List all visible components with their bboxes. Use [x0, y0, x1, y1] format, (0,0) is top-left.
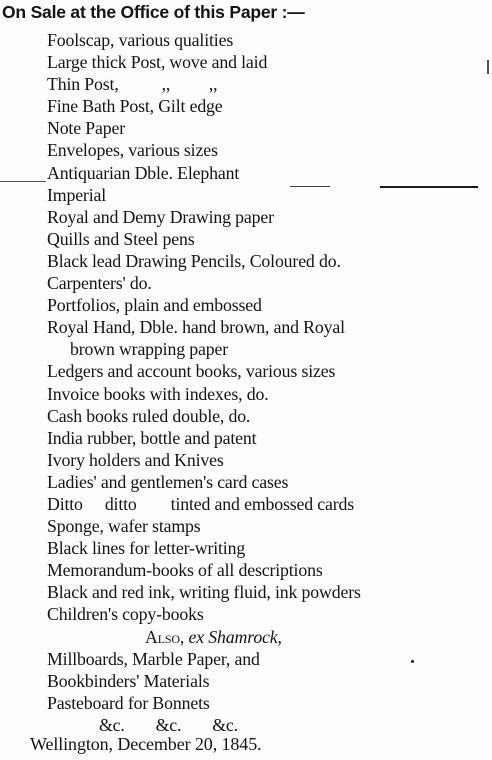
list-item: Black lines for letter-writing — [47, 538, 246, 559]
list-item-continuation: brown wrapping paper — [70, 339, 228, 360]
list-item: Antiquarian Dble. Elephant — [47, 162, 240, 183]
list-item: Children's copy-books — [47, 604, 204, 625]
list-item: Foolscap, various qualities — [47, 30, 234, 50]
list-item: Ivory holders and Knives — [47, 449, 224, 470]
etc-line: &c. &c. &c. — [99, 714, 238, 735]
list-item: Royal and Demy Drawing paper — [47, 206, 274, 227]
ink-speck — [487, 60, 489, 74]
list-item: Black and red ink, writing fluid, ink powders — [47, 582, 361, 603]
item-list — [47, 29, 492, 736]
list-item: Thin Post, ,, ,, — [47, 74, 218, 95]
ditto-item-text: tinted and embossed cards — [170, 493, 355, 514]
list-item: Memorandum-books of all descriptions — [47, 560, 323, 581]
list-item: Invoice books with indexes, do. — [47, 383, 269, 404]
printed-rule — [0, 181, 46, 182]
date-line: Wellington, December 20, 1845. — [30, 734, 262, 754]
list-item: Carpenters' do. — [47, 273, 152, 294]
list-item: Portfolios, plain and embossed — [47, 295, 262, 316]
list-item: Ledgers and account books, various sizes — [47, 361, 336, 382]
list-item: Royal Hand, Dble. hand brown, and Royal — [47, 317, 345, 338]
also-line — [47, 626, 492, 648]
list-item: Note Paper — [47, 118, 125, 139]
printed-rule — [290, 186, 330, 187]
list-item: Quills and Steel pens — [47, 228, 195, 249]
ink-speck — [411, 660, 414, 663]
advertisement-heading: On Sale at the Office of this Paper :— — [2, 2, 305, 22]
list-item: Ladies' and gentlemen's card cases — [47, 471, 289, 492]
ship-name: ex Shamrock, — [188, 626, 282, 647]
list-item: Large thick Post, wove and laid — [47, 52, 268, 73]
list-item: Fine Bath Post, Gilt edge — [47, 96, 223, 117]
list-item: Black lead Drawing Pencils, Coloured do. — [47, 250, 341, 271]
printed-rule — [380, 186, 478, 188]
also-label: Also, — [145, 626, 185, 647]
ditto-word: ditto — [104, 493, 137, 514]
list-item: Sponge, wafer stamps — [47, 516, 201, 537]
list-item: Pasteboard for Bonnets — [47, 692, 210, 713]
list-item-ditto — [47, 493, 492, 515]
list-item: Cash books ruled double, do. — [47, 405, 251, 426]
list-item: Imperial — [47, 184, 107, 205]
list-item: India rubber, bottle and patent — [47, 427, 257, 448]
ditto-word: Ditto — [47, 493, 83, 514]
list-item: Bookbinders' Materials — [47, 670, 210, 691]
list-item: Millboards, Marble Paper, and — [47, 648, 260, 669]
list-item: Envelopes, various sizes — [47, 140, 218, 161]
